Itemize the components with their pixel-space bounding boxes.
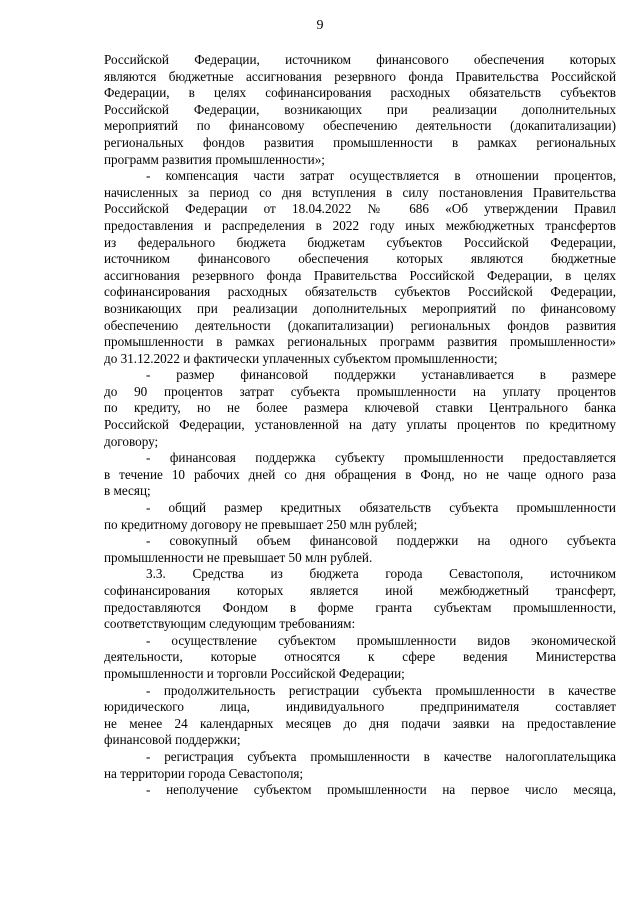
text-line: ассигнования резервного фонда Правительства Российской Федерации, в целях xyxy=(104,267,616,283)
text-line: - финансовая поддержка субъекту промышленности предоставляется xyxy=(146,450,616,466)
page-number: 9 xyxy=(316,18,324,33)
text-line: в течение 10 рабочих дней со дня обращения в Фонд, но не чаще одного раза xyxy=(104,466,616,482)
text-line: обеспечению деятельности (докапитализации) региональных фондов развития xyxy=(104,317,616,333)
text-line: источником финансового обеспечения которых являются бюджетные xyxy=(104,251,616,267)
text-line: по кредиту, но не более размера ключевой ставки Центрального банка xyxy=(104,400,616,416)
paragraph-activity-types xyxy=(104,633,616,683)
paragraph-credit-limit xyxy=(104,500,616,533)
text-line: не менее 24 календарных месяцев до дня подачи заявки на предоставление xyxy=(104,715,616,731)
text-line: Российской Федерации, установленной на дату уплаты процентов по кредитному xyxy=(104,417,616,433)
text-line: - компенсация части затрат осуществляется в отношении процентов, xyxy=(146,168,616,184)
text-line: - продолжительность регистрации субъекта промышленности в качестве xyxy=(146,682,616,698)
text-line: до 31.12.2022 и фактически уплаченных субъектом промышленности; xyxy=(104,350,498,366)
text-line: договору; xyxy=(104,433,159,449)
text-line: - осуществление субъектом промышленности видов экономической xyxy=(146,632,616,648)
paragraph-continuation xyxy=(104,52,616,168)
text-line: - размер финансовой поддержки устанавливается в размере xyxy=(146,367,616,383)
text-line: программ развития промышленности»; xyxy=(104,151,325,167)
document-body xyxy=(104,52,616,799)
text-line: софинансирования которых является иной межбюджетный трансферт, xyxy=(104,583,616,598)
text-line: Российской Федерации от 18.04.2022 № 686 «Об утверждении Правил xyxy=(104,201,616,217)
paragraph-section-3-3 xyxy=(104,566,616,632)
text-line: Федерации, в целях софинансирования расходных обязательств субъектов xyxy=(104,85,616,101)
text-line: предоставления и распределения в 2022 году иных межбюджетных трансфертов xyxy=(104,217,616,233)
paragraph-support-size xyxy=(104,367,616,450)
text-line: в месяц; xyxy=(104,483,151,499)
text-line: до 90 процентов затрат субъекта промышленности на уплату процентов xyxy=(104,383,616,399)
text-line: Российской Федерации, возникающих при реализации дополнительных xyxy=(104,101,616,117)
text-line: возникающих при реализации дополнительных мероприятий по финансовому xyxy=(104,300,616,316)
text-line: юридического лица, индивидуального предпринимателя составляет xyxy=(104,699,616,715)
text-line: - общий размер кредитных обязательств субъекта промышленности xyxy=(146,500,616,516)
paragraph-tax-registration xyxy=(104,749,616,782)
text-line: промышленности не превышает 50 млн рублей. xyxy=(104,549,373,565)
text-line: деятельности, которые относятся к сфере ведения Министерства xyxy=(104,649,616,665)
text-line: на территории города Севастополя; xyxy=(104,765,304,781)
text-line: начисленных за период со дня вступления в силу постановления Правительства xyxy=(104,184,616,200)
text-line: мероприятий по финансовому обеспечению деятельности (докапитализации) xyxy=(104,118,616,134)
text-line: соответствующим следующим требованиям: xyxy=(104,616,356,632)
text-line: промышленности в рамках региональных программ развития промышленности» xyxy=(104,334,616,350)
text-line: 3.3. Средства из бюджета города Севастополя, источником xyxy=(146,566,616,582)
text-line: - регистрация субъекта промышленности в качестве налогоплательщика xyxy=(146,748,616,764)
paragraph-compensation xyxy=(104,168,616,367)
text-line: предоставляются Фондом в форме гранта субъектам промышленности, xyxy=(104,599,616,615)
text-line: по кредитному договору не превышает 250 млн рублей; xyxy=(104,516,418,532)
text-line: из федерального бюджета бюджетам субъектов Российской Федерации, xyxy=(104,234,616,250)
text-line: - совокупный объем финансовой поддержки на одного субъекта xyxy=(146,533,616,549)
paragraph-registration-duration xyxy=(104,683,616,749)
text-line: Российской Федерации, источником финансового обеспечения которых xyxy=(104,52,616,67)
text-line: являются бюджетные ассигнования резервного фонда Правительства Российской xyxy=(104,68,616,84)
text-line: - неполучение субъектом промышленности на первое число месяца, xyxy=(146,782,616,798)
text-line: региональных фондов развития промышленности в рамках региональных xyxy=(104,134,616,150)
text-line: промышленности и торговли Российской Федерации; xyxy=(104,665,405,681)
text-line: финансовой поддержки; xyxy=(104,732,241,748)
paragraph-non-receipt xyxy=(104,782,616,799)
paragraph-support-timing xyxy=(104,450,616,500)
text-line: софинансирования расходных обязательств субъектов Российской Федерации, xyxy=(104,284,616,300)
paragraph-total-support xyxy=(104,533,616,566)
